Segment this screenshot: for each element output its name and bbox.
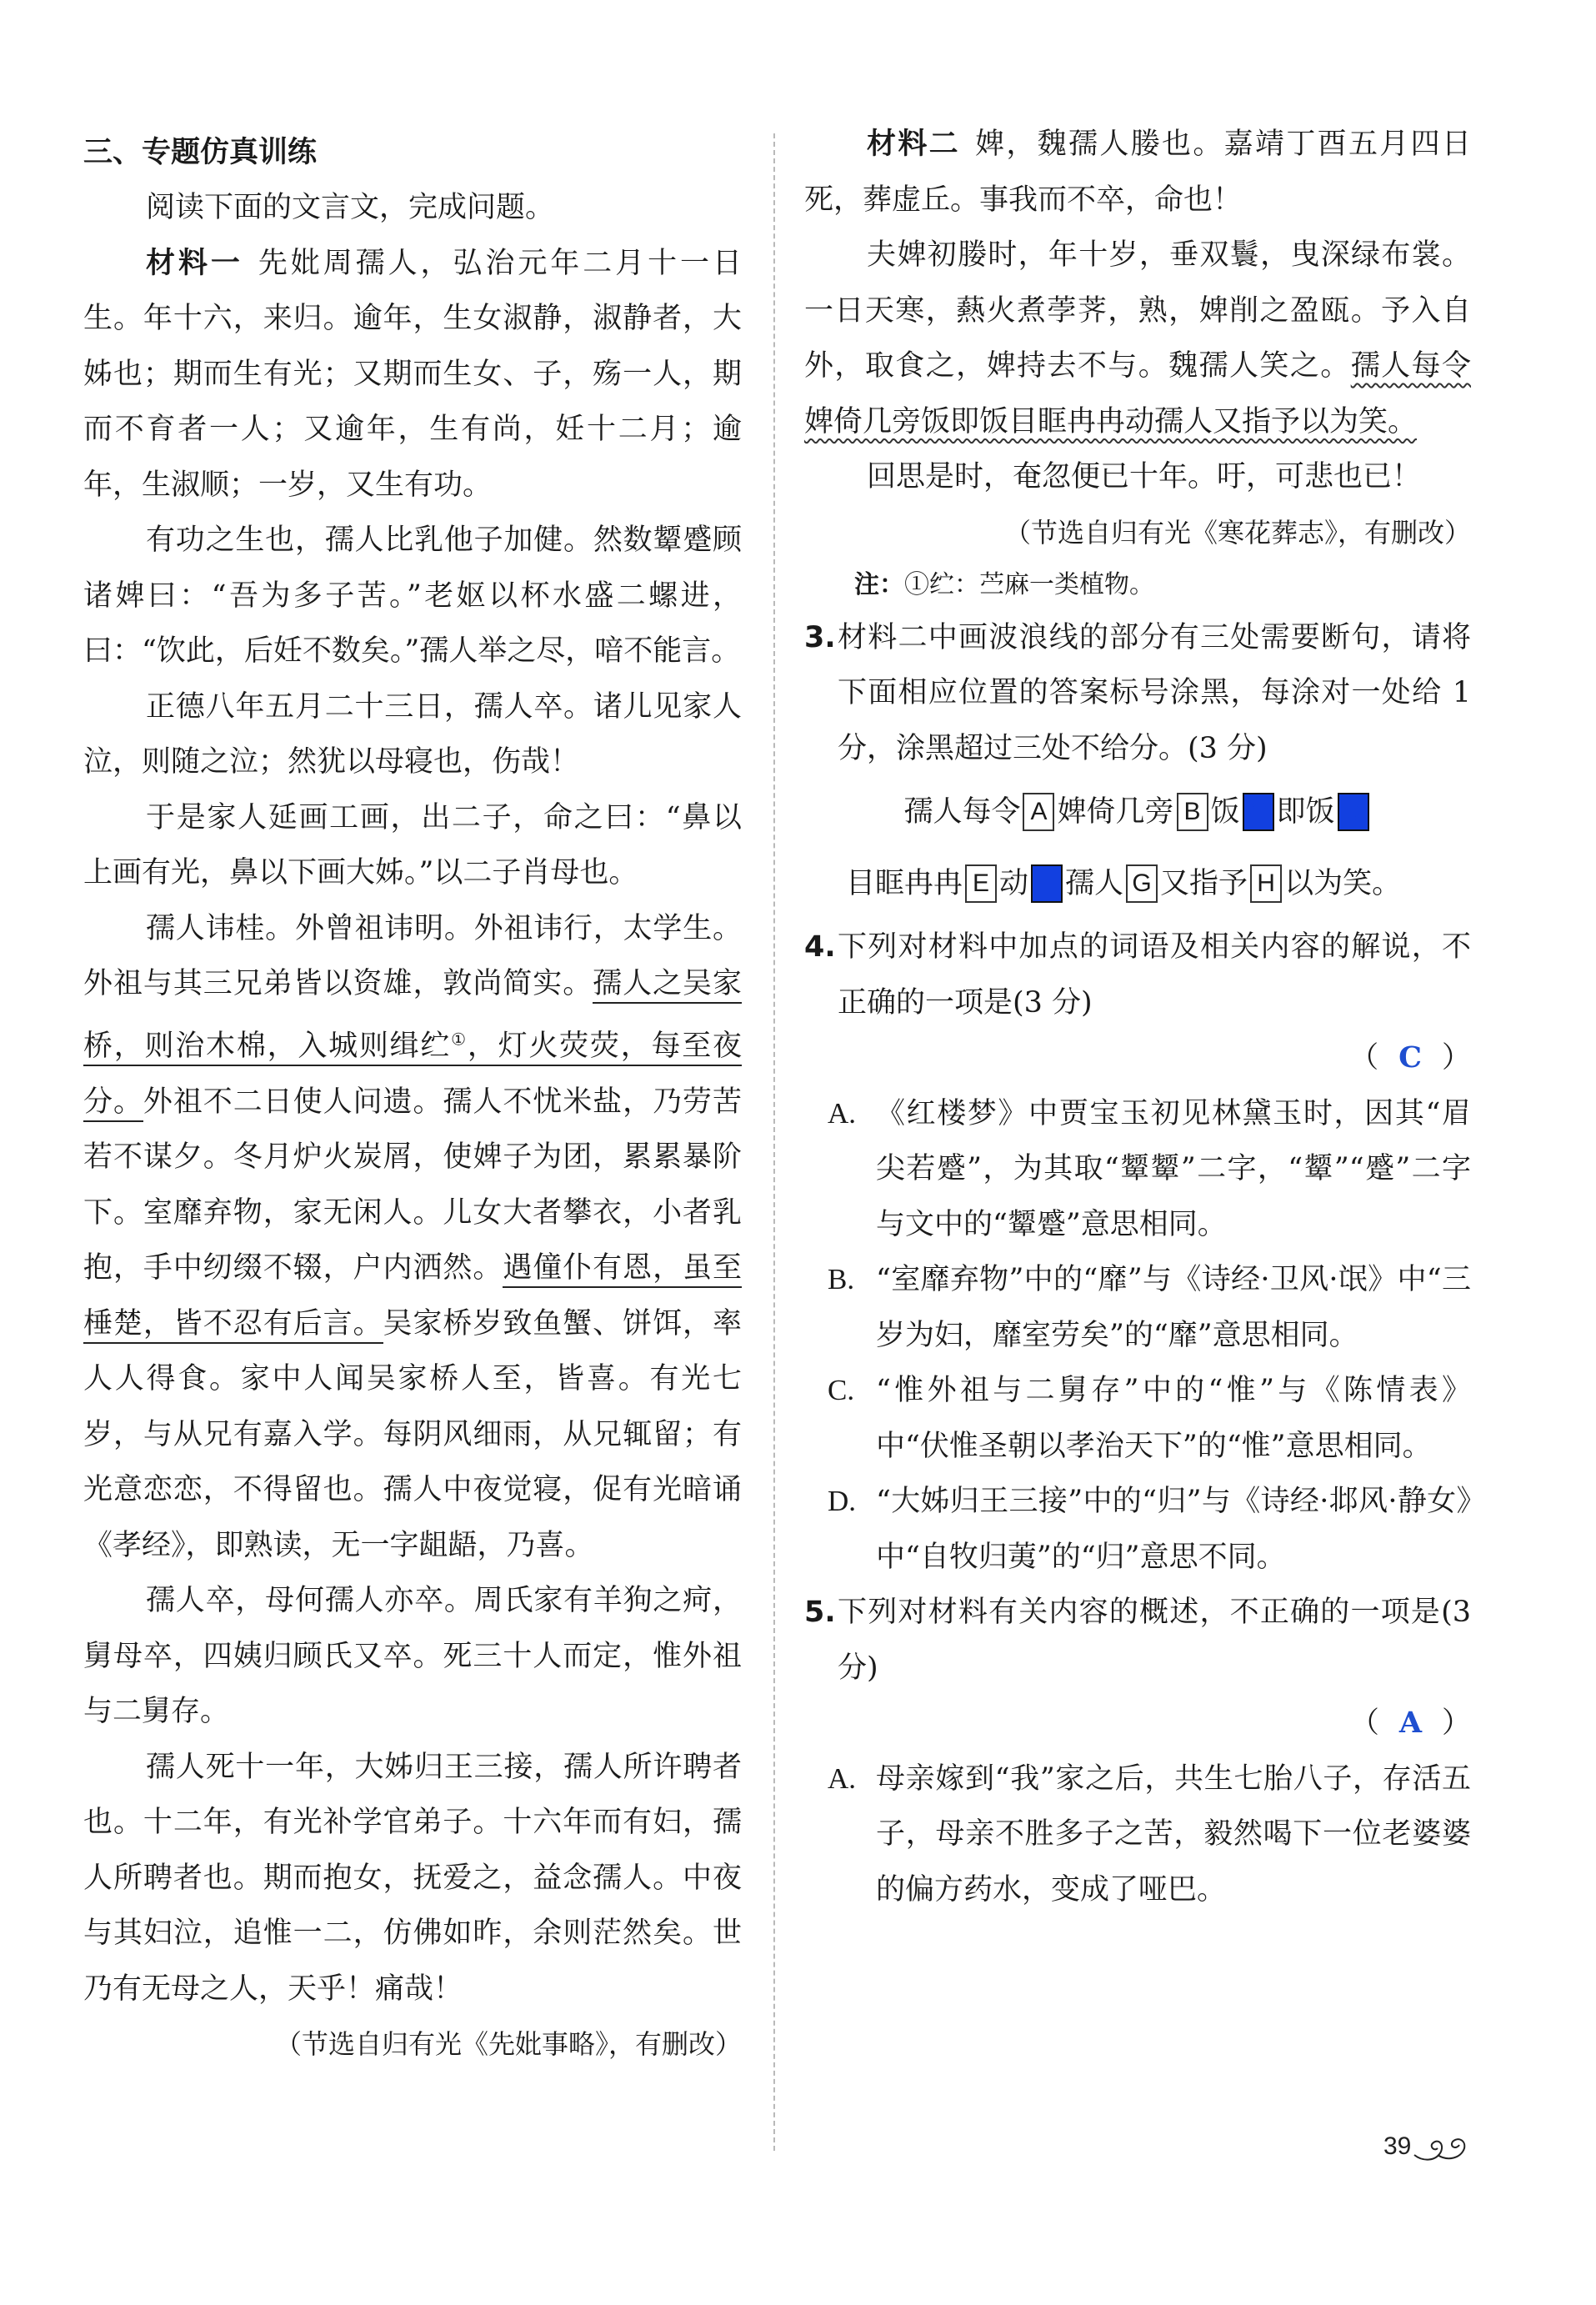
question-5-options	[804, 1751, 1471, 1918]
material1-paragraph-7: 孺人死十一年，大姊归王三接，孺人所许聘者也。十二年，有光补学官弟子。十六年而有妇，孺人所聘者也。期而抱女，抚爱之，益念孺人。中夜与其妇泣，追惟一二，仿佛如昨，余则茫然矣。世乃有无母之人，天乎！痛哉！	[83, 1750, 742, 2006]
material1-p1-text: 先妣周孺人，弘治元年二月十一日生。年十六，来归。逾年，生女淑静，淑静者，大姊也；期而生有光；又期而生女、子，殇一人，期而不育者一人；又逾年，生有尚，妊十二月；逾年，生淑顺；一岁，又生有功。	[83, 246, 742, 502]
footnote	[804, 560, 1471, 610]
note-text: ①纻：苎麻一类植物。	[904, 569, 1154, 599]
p5-part-d: 外祖不二日使人问遗。孺人不忧米盐，乃劳苦若不谋夕。冬月炉火炭屑，使婢子为团，累累暴阶下。室靡弃物，家无闲人。儿女大者攀衣，小者乳抱，手中纫缀不辍，户内洒然。	[83, 1085, 742, 1285]
question-number: 3.	[804, 620, 836, 654]
p5-part-a: 孺人讳桂。外曾祖讳明。外祖讳行，太学生。外祖与其三兄弟皆以资雄，敦尚简实。	[83, 911, 742, 1000]
sentence-fragment: 又指予	[1160, 867, 1248, 900]
answer-box-g[interactable]: G	[1126, 864, 1158, 903]
question-text-content: 下列对材料中加点的词语及相关内容的解说，不正确的一项是(3 分)	[838, 930, 1471, 1020]
page-number	[1383, 2130, 1471, 2163]
sentence-fragment: 目眶冉冉	[846, 867, 963, 900]
option-label: A.	[828, 1096, 857, 1130]
footnote-marker: ①	[451, 1029, 468, 1050]
option-d	[804, 1474, 1471, 1585]
option-label: B.	[828, 1263, 855, 1295]
option-label: D.	[828, 1485, 857, 1517]
p5-part-b: 孺人之吴家桥，则治木棉，入城则缉纻	[83, 967, 742, 1064]
column-divider	[773, 133, 775, 2151]
p5-part-f: 吴家桥岁致鱼蟹、饼饵，率人人得食。家中人闻吴家桥人至，皆喜。有光七岁，与从兄有嘉入学。每阴风细雨，从兄辄留；有光意恋恋，不得留也。孺人中夜觉寝，促有光暗诵《孝经》，即熟读，无一字龃龉，乃喜。	[83, 1306, 742, 1562]
material1-paragraph-2: 有功之生也，孺人比乳他子加健。然数颦蹙顾诸婢曰：“吾为多子苦。”老妪以杯水盛二螺进，曰：“饮此，后妊不数矣。”孺人举之尽，喑不能言。	[83, 524, 742, 668]
answer: A	[1398, 1706, 1422, 1740]
material1-paragraph-4: 于是家人延画工画，出二子，命之曰：“鼻以上画有光，鼻以下画大姊。”以二子肖母也。	[83, 800, 742, 889]
option-a	[804, 1086, 1471, 1253]
option-label: C.	[828, 1374, 855, 1406]
option-b	[804, 1252, 1471, 1363]
material1-label: 材料一	[146, 246, 243, 280]
answer-box-h[interactable]: H	[1250, 864, 1282, 903]
note-label: 注：	[854, 569, 904, 599]
sentence-fragment: 即饭	[1276, 795, 1335, 829]
question-5	[804, 1585, 1471, 1751]
material2-paragraph-3: 回思是时，奄忽便已十年。吁，可悲也已！	[867, 460, 1422, 494]
answer: C	[1398, 1040, 1422, 1075]
instruction: 阅读下面的文言文，完成问题。	[146, 191, 555, 224]
material2-paragraph-1	[804, 117, 1471, 228]
sentence-fragment: 动	[999, 867, 1029, 900]
answer-parentheses: （ A ）	[838, 1696, 1471, 1751]
material2-p2-text: 夫婢初媵时，年十岁，垂双鬟，曳深绿布裳。一日天寒，爇火煮荸荠，熟，婢削之盈瓯。予入自外，取食之，婢持去不与。魏孺人笑之。	[804, 238, 1471, 383]
material2-label: 材料二	[867, 128, 960, 161]
wavy-underlined-passage: 孺人每令婢倚几旁饭即饭目眶冉冉动孺人又指予以为笑。	[804, 349, 1471, 438]
sentence-fragment: 婢倚几旁	[1057, 795, 1174, 829]
material2-paragraph-2	[804, 228, 1471, 449]
question-text	[838, 1585, 1471, 1696]
underlined-sentence-2: 遇僮仆有恩，虽至棰楚，皆不忍有后言。	[83, 1251, 742, 1344]
option-label: A.	[828, 1761, 857, 1795]
material2-p1-text: 婢，魏孺人媵也。嘉靖丁酉五月四日死，葬虚丘。事我而不卒，命也！	[804, 128, 1471, 217]
option-text: 《红楼梦》中贾宝玉初见林黛玉时，因其“眉尖若蹙”，为其取“颦颦”二字，“颦”“蹙”二字与文中的“颦蹙”意思相同。	[876, 1096, 1471, 1241]
material1-paragraph-6: 孺人卒，母何孺人亦卒。周氏家有羊狗之疴，舅母卒，四姨归顾氏又卒。死三十人而定，惟外祖与二舅存。	[83, 1584, 742, 1729]
answer-box-d[interactable]: D	[1338, 793, 1369, 831]
question-number: 5.	[804, 1596, 836, 1629]
page-number-text: 39	[1383, 2132, 1412, 2160]
sentence-fragment: 孺人每令	[903, 795, 1021, 829]
sentence-fragment: 以为笑。	[1284, 867, 1402, 900]
left-column	[83, 125, 742, 2072]
question-text: 材料二中画波浪线的部分有三处需要断句，请将下面相应位置的答案标号涂黑，每涂对一处给 1 分，涂黑超过三处不给分。(3 分)	[838, 620, 1471, 765]
p5-part-c: ，灯火荧荧，每至夜分。	[83, 1030, 742, 1119]
sentence-break-line-2	[804, 848, 1471, 919]
question-text	[838, 919, 1471, 1030]
material1-source: （节选自归有光《先妣事略》，有删改）	[274, 2028, 742, 2061]
material2-source: （节选自归有光《寒花葬志》，有删改）	[1003, 516, 1471, 549]
option-text: “大姊归王三接”中的“归”与《诗经·邶风·静女》中“自牧归荑”的“归”意思不同。	[876, 1485, 1471, 1574]
option-c	[804, 1363, 1471, 1474]
answer-box-f[interactable]: F	[1031, 864, 1063, 903]
sentence-fragment: 孺人	[1065, 867, 1124, 900]
section-title: 三、专题仿真训练	[83, 136, 318, 169]
question-text-content: 下列对材料有关内容的概述，不正确的一项是(3 分)	[838, 1596, 1471, 1685]
sentence-fragment: 饭	[1210, 795, 1240, 829]
answer-box-b[interactable]: B	[1177, 793, 1208, 831]
answer-box-a[interactable]: A	[1023, 793, 1054, 831]
answer-box-e[interactable]: E	[965, 864, 997, 903]
answer-parentheses: （ C ）	[838, 1030, 1471, 1086]
option-text: “惟外祖与二舅存”中的“惟”与《陈情表》中“伏惟圣朝以孝治天下”的“惟”意思相同。	[876, 1374, 1471, 1463]
material1-paragraph-3: 正德八年五月二十三日，孺人卒。诸儿见家人泣，则随之泣；然犹以母寝也，伤哉！	[83, 689, 742, 779]
option-a	[804, 1751, 1471, 1918]
question-4-options	[804, 1086, 1471, 1586]
answer-box-c[interactable]: C	[1243, 793, 1274, 831]
swirl-ornament-icon	[1413, 2130, 1471, 2163]
question-4	[804, 919, 1471, 1086]
question-number: 4.	[804, 930, 836, 964]
option-text: 母亲嫁到“我”家之后，共生七胎八子，存活五子，母亲不胜多子之苦，毅然喝下一位老婆婆的偏方药水，变成了哑巴。	[876, 1761, 1471, 1907]
material1-paragraph-1	[83, 236, 742, 514]
right-column	[804, 117, 1471, 1917]
material1-paragraph-5	[83, 901, 742, 1574]
question-3	[804, 610, 1471, 777]
sentence-break-line-1	[804, 776, 1471, 848]
option-text: “室靡弃物”中的“靡”与《诗经·卫风·氓》中“三岁为妇，靡室劳矣”的“靡”意思相同。	[876, 1263, 1471, 1352]
